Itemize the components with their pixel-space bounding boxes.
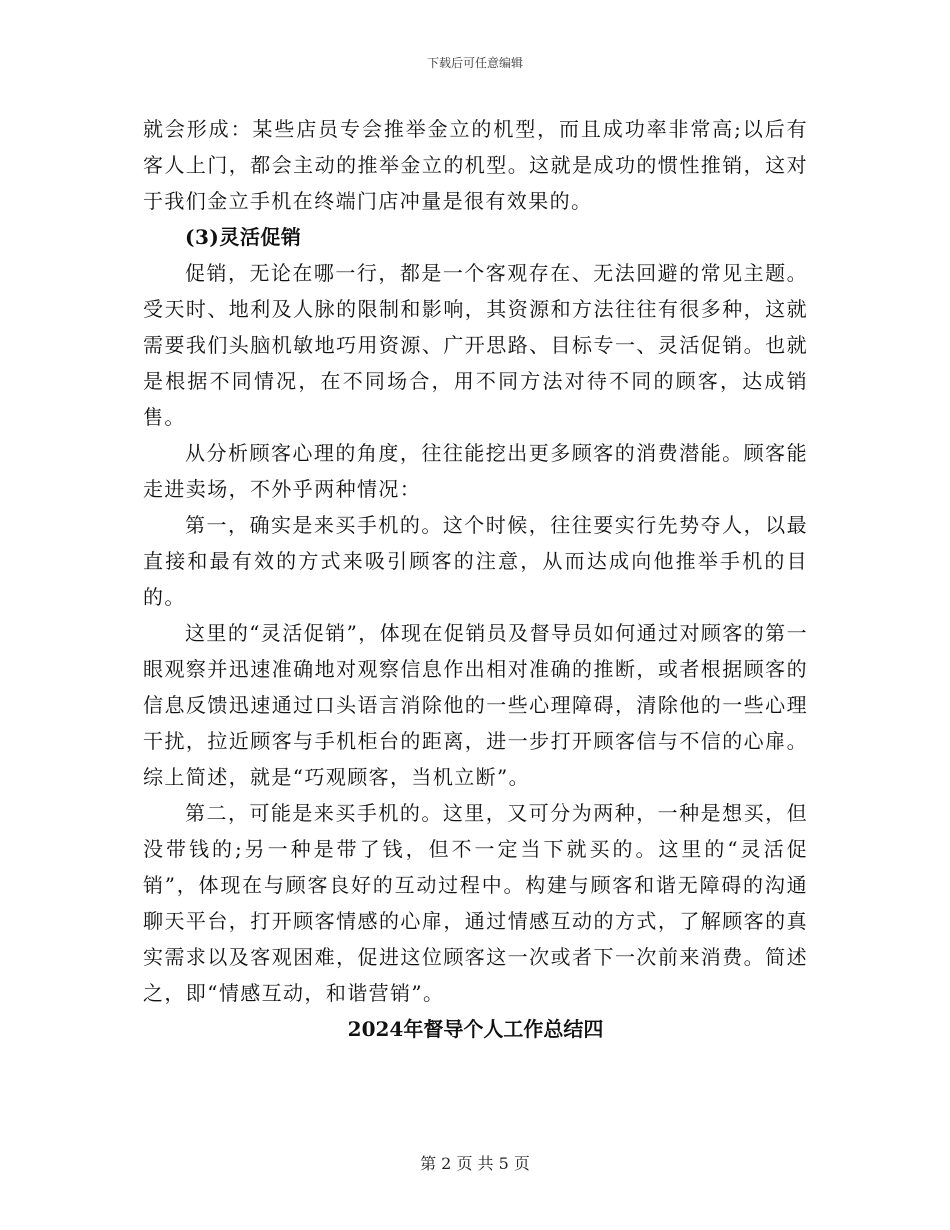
paragraph-first-case-detail: 这里的“灵活促销”，体现在促销员及督导员如何通过对顾客的第一眼观察并迅速准确地对观察信息作出相对准确的推断，或者根据顾客的信息反馈迅速通过口头语言消除他的一些心理障碍，清除他的一些心理干扰，拉近顾客与手机柜台的距离，进一步打开顾客信与不信的心扉。综上简述，就是“巧观顾客，当机立断”。 xyxy=(143,621,808,789)
paragraph-continuation: 就会形成：某些店员专会推举金立的机型，而且成功率非常高;以后有客人上门，都会主动的推举金立的机型。这就是成功的惯性推销，这对于我们金立手机在终端门店冲量是很有效果的。 xyxy=(143,117,808,213)
paragraph-second-case: 第二，可能是来买手机的。这里，又可分为两种，一种是想买，但没带钱的;另一种是带了钱，但不一定当下就买的。这里的“灵活促销”，体现在与顾客良好的互动过程中。构建与顾客和谐无障碍的沟通聊天平台，打开顾客情感的心扉，通过情感互动的方式，了解顾客的真实需求以及客观困难，促进这位顾客这一次或者下一次前来消费。简述之，即“情感互动，和谐营销”。 xyxy=(143,801,808,1005)
document-title: 2024年督导个人工作总结四 xyxy=(347,1017,604,1041)
page-header: 下载后可任意编辑 xyxy=(426,56,523,70)
page-number: 第 2 页 共 5 页 xyxy=(420,1154,530,1173)
section-heading: (3)灵活促销 xyxy=(185,225,302,249)
paragraph-first-case: 第一，确实是来买手机的。这个时候，往往要实行先势夺人，以最直接和最有效的方式来吸引顾客的注意，从而达成向他推举手机的目的。 xyxy=(143,513,808,609)
document-body xyxy=(143,111,808,1047)
paragraph-promotion-intro: 促销，无论在哪一行，都是一个客观存在、无法回避的常见主题。受天时、地利及人脉的限制和影响，其资源和方法往往有很多种，这就需要我们头脑机敏地巧用资源、广开思路、目标专一、灵活促销。也就是根据不同情况，在不同场合，用不同方法对待不同的顾客，达成销售。 xyxy=(143,261,808,429)
paragraph-customer-psychology: 从分析顾客心理的角度，往往能挖出更多顾客的消费潜能。顾客能走进卖场，不外乎两种情况： xyxy=(143,441,808,501)
